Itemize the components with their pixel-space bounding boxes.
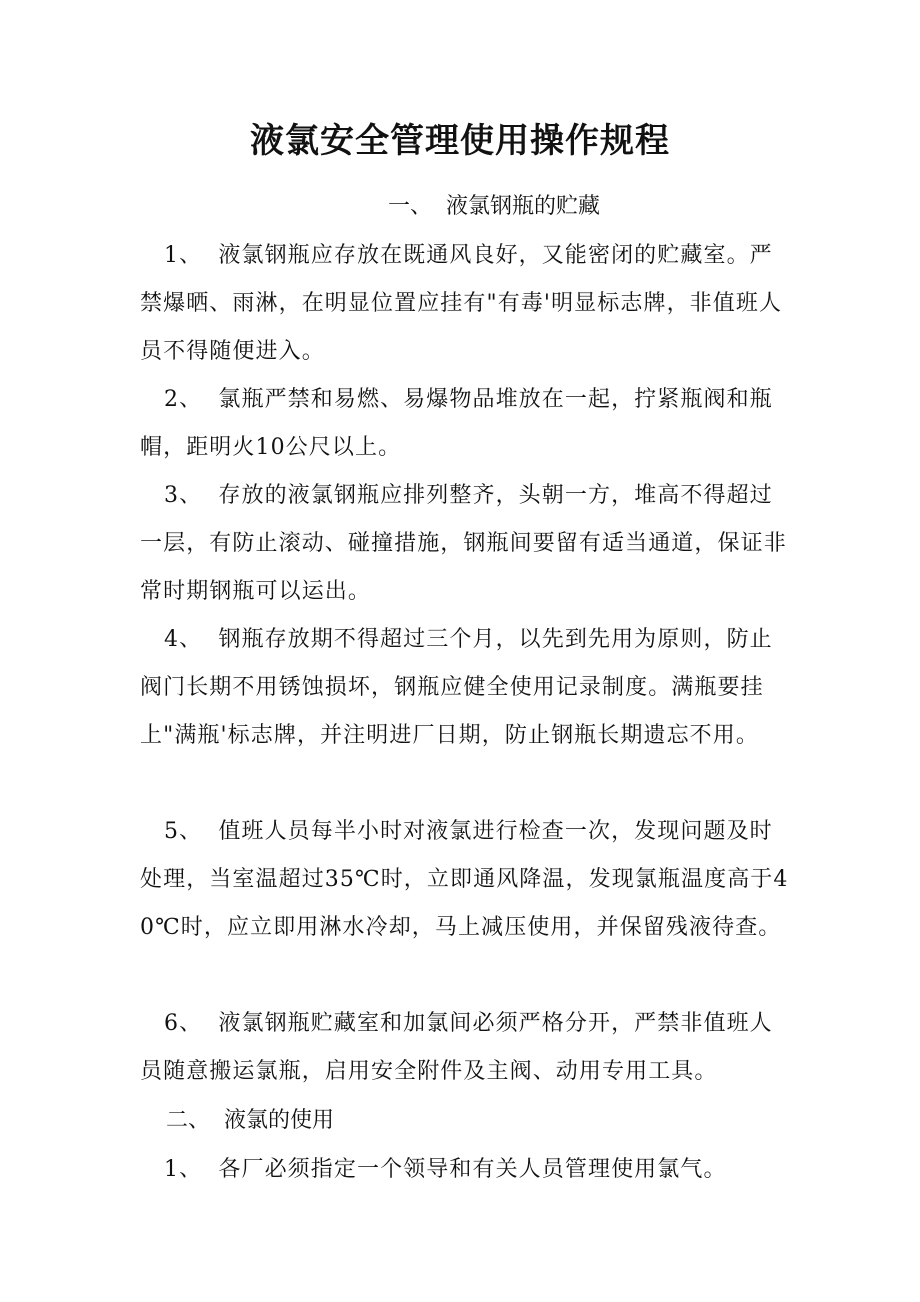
usage-item-1: 1、 各厂必须指定一个领导和有关人员管理使用氯气。 <box>164 1157 727 1182</box>
storage-item-4: 4、 钢瓶存放期不得超过三个月，以先到先用为原则，防止阀门长期不用锈蚀损坏，钢瓶应健全使用记录制度。满瓶要挂上"满瓶'标志牌，并注明进厂日期，防止钢瓶长期遗忘不用。 <box>140 627 773 748</box>
section-heading-usage: 二、 液氯的使用 <box>166 1108 334 1133</box>
storage-item-6: 6、 液氯钢瓶贮藏室和加氯间必须严格分开，严禁非值班人员随意搬运氯瓶，启用安全附件及主阀、动用专用工具。 <box>140 1011 773 1084</box>
document-title: 液氯安全管理使用操作规程 <box>250 121 670 161</box>
storage-item-1: 1、 液氯钢瓶应存放在既通风良好，又能密闭的贮藏室。严禁爆晒、雨淋，在明显位置应挂有"有毒'明显标志牌，非值班人员不得随便进入。 <box>140 243 783 364</box>
storage-item-2: 2、 氯瓶严禁和易燃、易爆物品堆放在一起，拧紧瓶阀和瓶帽，距明火10公尺以上。 <box>140 387 773 460</box>
storage-item-5: 5、 值班人员每半小时对液氯进行检查一次，发现问题及时处理，当室温超过35℃时，立即通风降温，发现氯瓶温度高于40℃时，应立即用淋水冷却，马上减压使用，并保留残液待查。 <box>140 819 789 940</box>
storage-item-3: 3、 存放的液氯钢瓶应排列整齐，头朝一方，堆高不得超过一层，有防止滚动、碰撞措施，钢瓶间要留有适当通道，保证非常时期钢瓶可以运出。 <box>140 483 787 604</box>
section-heading-storage: 一、 液氯钢瓶的贮藏 <box>388 194 600 219</box>
